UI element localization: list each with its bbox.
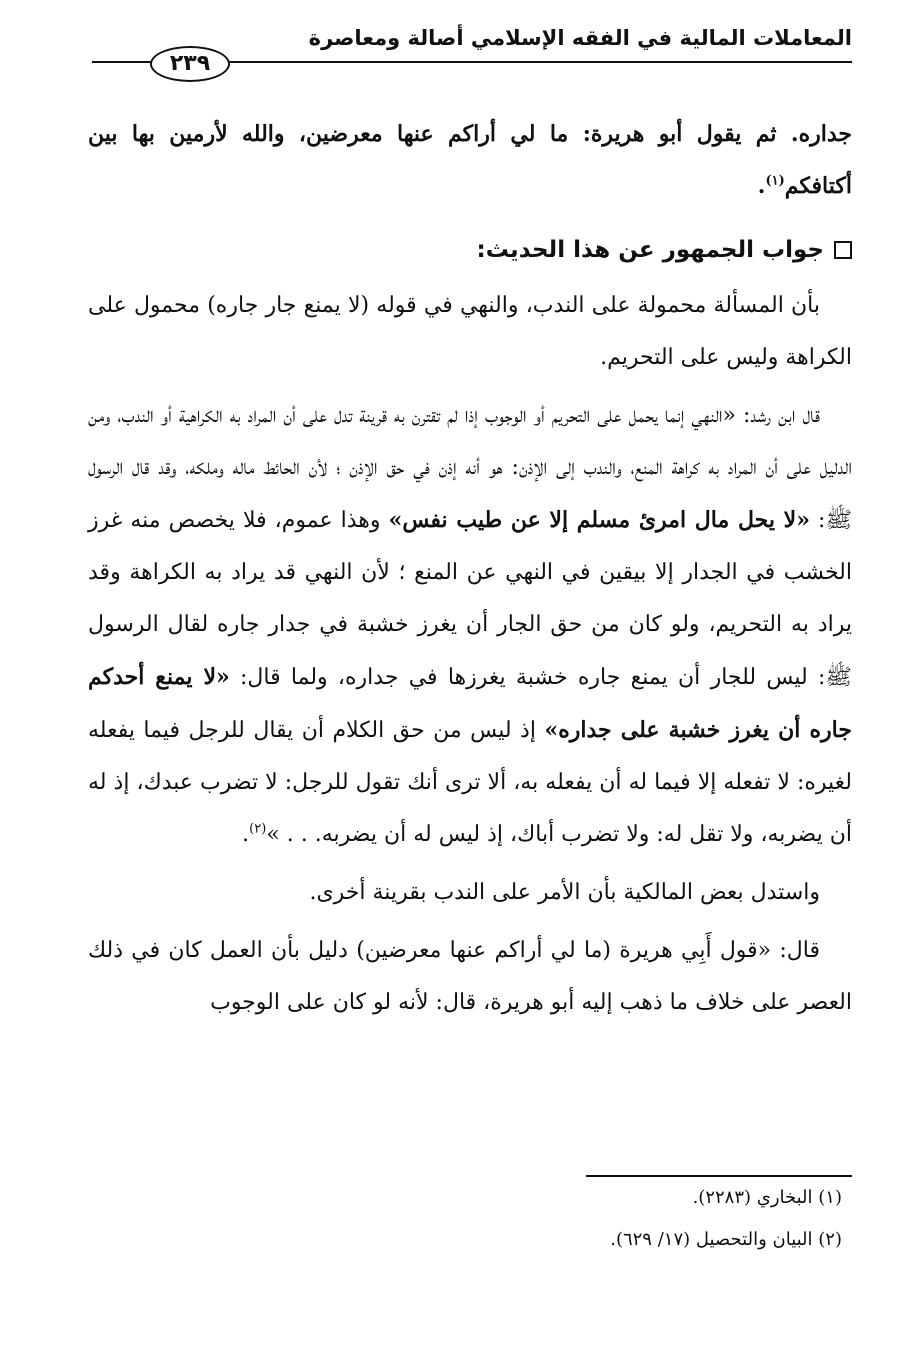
book-title: المعاملات المالية في الفقه الإسلامي أصالة ومعاصرة [308, 26, 852, 50]
section-heading-text: جواب الجمهور عن هذا الحديث: [476, 237, 824, 263]
footnote-1: (١) البخاري (٢٢٨٣). [692, 1187, 842, 1208]
page-header [92, 22, 852, 76]
footnote-ref-1: (١) [765, 173, 785, 189]
hadith-quote-1: «لا يحل مال امرئ مسلم إلا عن طيب نفس» [388, 507, 810, 533]
paragraph-abu-hurayra: قال: «قول أَبِي هريرة (ما لي أراكم عنها معرضين) دليل بأن العمل كان في ذلك العصر على خلاف ما ذهب إليه أبو هريرة، قال: لأنه لو كان على الوجوب [88, 938, 852, 1015]
section-heading [88, 224, 852, 276]
paragraph-answer: بأن المسألة محمولة على الندب، والنهي في قوله (لا يمنع جار جاره) محمول على الكراهة وليس على التحريم. [88, 293, 852, 370]
paragraph-ibn-rushd-quote: قال ابن رشد: «النهي إنما يحمل على التحريم أو الوجوب إذا لم تقترن به قرينة تدل على أن المراد به الكراهية أو الندب، ومن الدليل على أن المراد به كراهة المنع، والندب إلى الإذن: هو أنه إذن في حق الإذن ؛ لأن الحائط ماله وملكه، وقد قال الرسول ﷺ: «لا يحل مال امرئ مسلم إلا عن طيب نفس» وهذا عموم، فلا يخصص منه غرز الخشب في الجدار إلا بيقين في النهي عن المنع ؛ لأن النهي قد يراد به الكراهة وقد يراد به التحريم، ولو كان من حق الجار أن يغرز خشبة في جدار جاره لقال الرسول ﷺ: ليس للجار أن يمنع جاره خشبة يغرزها في جداره، ولما قال: «لا يمنع أحدكم جاره أن يغرز خشبة على جداره» إذ ليس من حق الكلام أن يقال للرجل فيما يفعله لغيره: لا تفعله إلا فيما له أن يفعله به، ألا ترى أنك تقول للرجل: لا تضرب عبدك، إذ له أن يضربه، ولا تقل له: ولا تضرب أباك، إذ ليس له أن يضربه. . . »$^{(٢)}$. [88, 403, 853, 847]
page-body [88, 108, 852, 1029]
footnotes [88, 1175, 852, 1261]
footnote-2: (٢) البيان والتحصيل (١٧/ ٦٢٩). [610, 1229, 842, 1250]
hadith-quote-2: «لا يمنع أحدكم جاره أن يغرز خشبة على جداره» [88, 664, 852, 743]
paragraph-continuation: جداره. ثم يقول أبو هريرة: ما لي أراكم عنها معرضين، والله لأرمين بها بين أكتافكم$^{(١)}$. [88, 121, 852, 199]
square-bullet-icon [834, 241, 852, 259]
footnote-ref-2: (٢) [249, 821, 267, 837]
paragraph-malikiyya: واستدل بعض المالكية بأن الأمر على الندب بقرينة أخرى. [309, 880, 820, 905]
page-number: ٢٣٩ [150, 46, 230, 82]
